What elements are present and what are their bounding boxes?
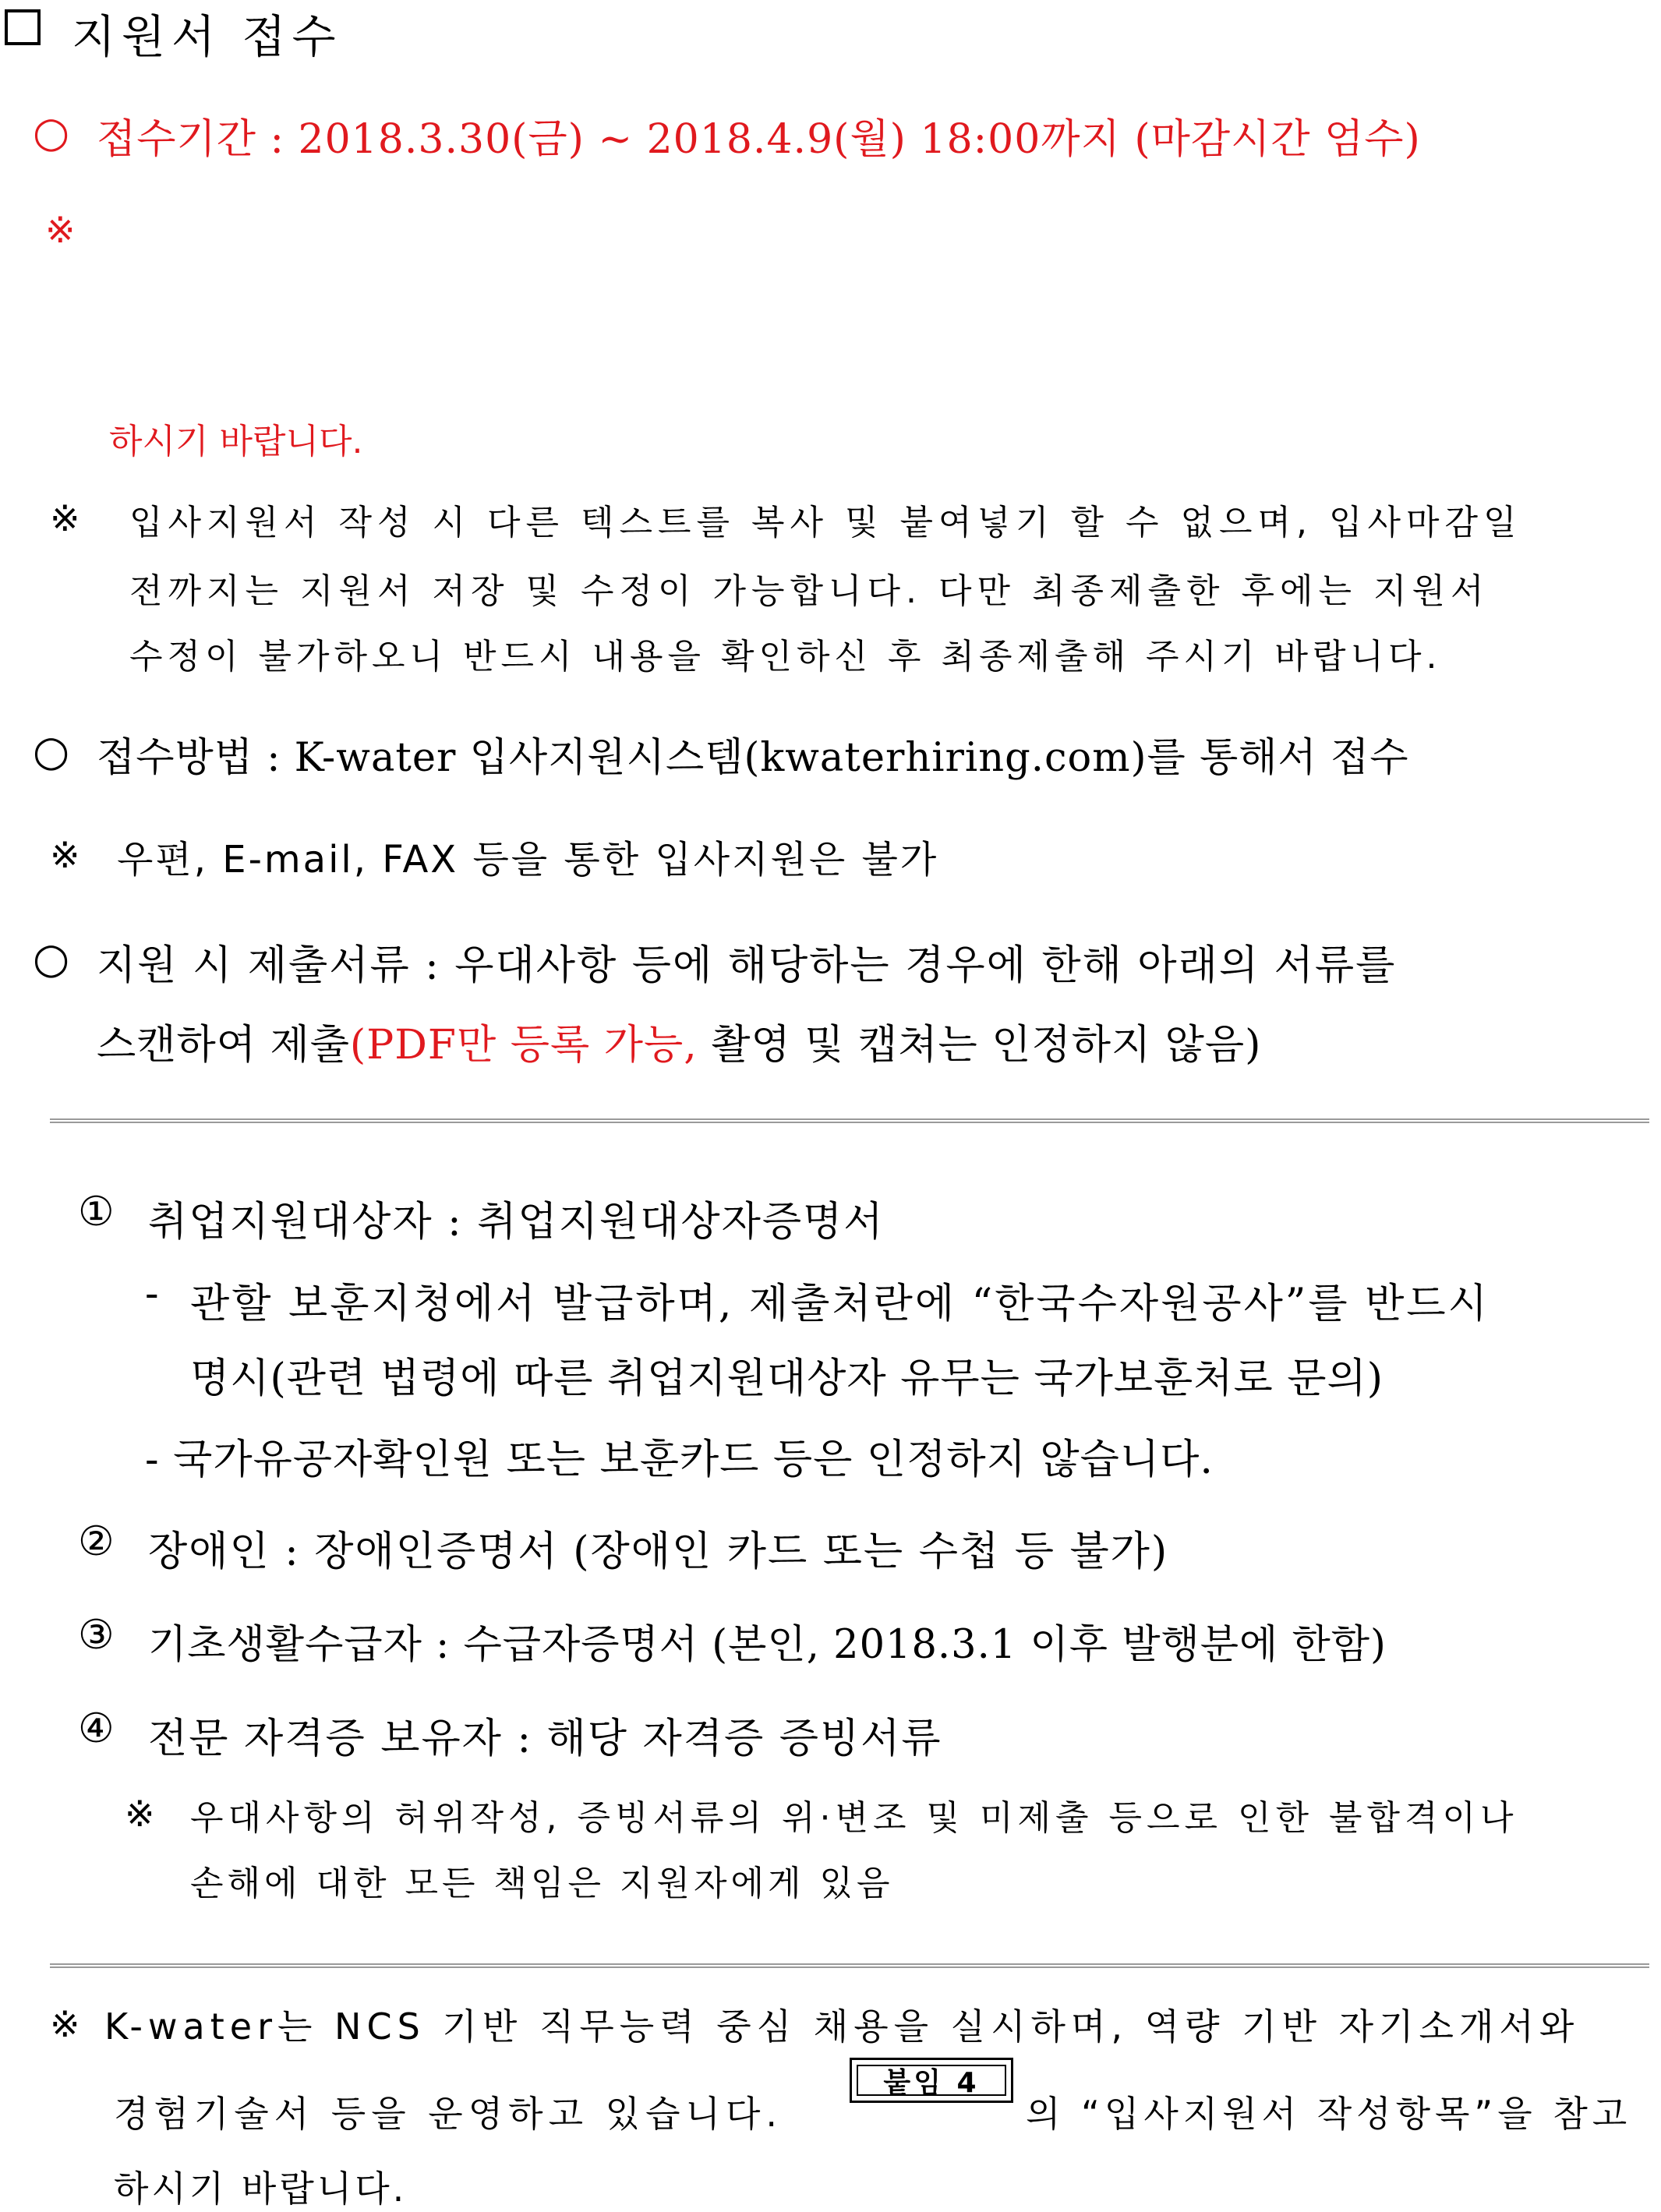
writing-note-line-3: 수정이 불가하오니 반드시 내용을 확인하신 후 최종제출해 주시기 바랍니다.	[129, 637, 1442, 677]
item-1-sub-line-3: - 국가유공자확인원 또는 보훈카드 등은 인정하지 않습니다.	[145, 1436, 1214, 1483]
item-3-text: 기초생활수급자 : 수급자증명서 (본인, 2018.3.1 이후 발행분에 한함)	[148, 1622, 1387, 1668]
items-note-line-1: 우대사항의 허위작성, 증빙서류의 위·변조 및 미제출 등으로 인한 불합격이나	[190, 1798, 1518, 1838]
method-text: 접수방법 : K-water 입사지원시스템(kwaterhiring.com)를 통해서 접수	[97, 735, 1409, 781]
writing-note-line-1: 입사지원서 작성 시 다른 텍스트를 복사 및 붙여넣기 할 수 없으며, 입사마감일	[129, 503, 1522, 542]
period-note-line-4: 하시기 바랍니다.	[109, 422, 363, 461]
writing-note-line-2: 전까지는 지원서 저장 및 수정이 가능합니다. 다만 최종제출한 후에는 지원서	[129, 571, 1490, 611]
ncs-note-line-1: K-water는 NCS 기반 직무능력 중심 채용을 실시하며, 역량 기반 자기소개서와	[104, 2005, 1580, 2048]
divider-bottom	[50, 1963, 1649, 1968]
docs-line-2-red: (PDF만 등록 가능,	[349, 1022, 698, 1069]
item-1-sub-line-1: 관할 보훈지청에서 발급하며, 제출처란에 “한국수자원공사”를 반드시	[190, 1281, 1490, 1327]
item-2-number: ②	[78, 1518, 115, 1565]
divider-top	[50, 1118, 1649, 1123]
item-1-number: ①	[78, 1189, 115, 1235]
item-4-text: 전문 자격증 보유자 : 해당 자격증 증빙서류	[148, 1716, 942, 1762]
docs-line-1: 지원 시 제출서류 : 우대사항 등에 해당하는 경우에 한해 아래의 서류를	[97, 942, 1397, 989]
item-1-text: 취업지원대상자 : 취업지원대상자증명서	[148, 1199, 885, 1246]
item-3-number: ③	[78, 1612, 115, 1659]
items-note-mark: ※	[125, 1793, 155, 1835]
writing-note-mark: ※	[50, 497, 80, 539]
docs-bullet: ○	[33, 934, 70, 983]
attachment-tag-label: 붙임 4	[857, 2065, 1006, 2096]
docs-line-2-b: 촬영 및 캡쳐는 인정하지 않음)	[697, 1022, 1262, 1069]
ncs-note-line-2-a: 경험기술서 등을 운영하고 있습니다.	[114, 2093, 783, 2135]
checkbox-square-icon	[5, 9, 41, 45]
item-1-sub-line-2: 명시(관련 법령에 따른 취업지원대상자 유무는 국가보훈처로 문의)	[190, 1355, 1384, 1402]
attachment-tag	[850, 2058, 1013, 2103]
period-text: 접수기간 : 2018.3.30(금) ~ 2018.4.9(월) 18:00까지 (마감시간 엄수)	[97, 116, 1421, 163]
ncs-note-line-3: 하시기 바랍니다.	[114, 2168, 408, 2210]
ncs-note-mark: ※	[50, 2003, 80, 2045]
item-1-sub-dash: -	[145, 1270, 159, 1317]
docs-line-2	[97, 1012, 1261, 1070]
items-note-line-2: 손해에 대한 모든 책임은 지원자에게 있음	[190, 1864, 894, 1903]
method-note-mark: ※	[50, 834, 80, 876]
period-note-mark: ※	[45, 209, 76, 251]
section-title: 지원서 접수	[72, 10, 342, 63]
method-note-text: 우편, E-mail, FAX 등을 통한 입사지원은 불가	[117, 838, 939, 882]
item-4-number: ④	[78, 1705, 115, 1752]
docs-line-2-a: 스캔하여 제출	[97, 1022, 350, 1069]
ncs-note-line-2-b: 의 “입사지원서 작성항목”을 참고	[1026, 2093, 1632, 2135]
item-2-text: 장애인 : 장애인증명서 (장애인 카드 또는 수첩 등 불가)	[148, 1528, 1169, 1575]
period-bullet: ○	[33, 108, 70, 157]
method-bullet: ○	[33, 726, 70, 776]
